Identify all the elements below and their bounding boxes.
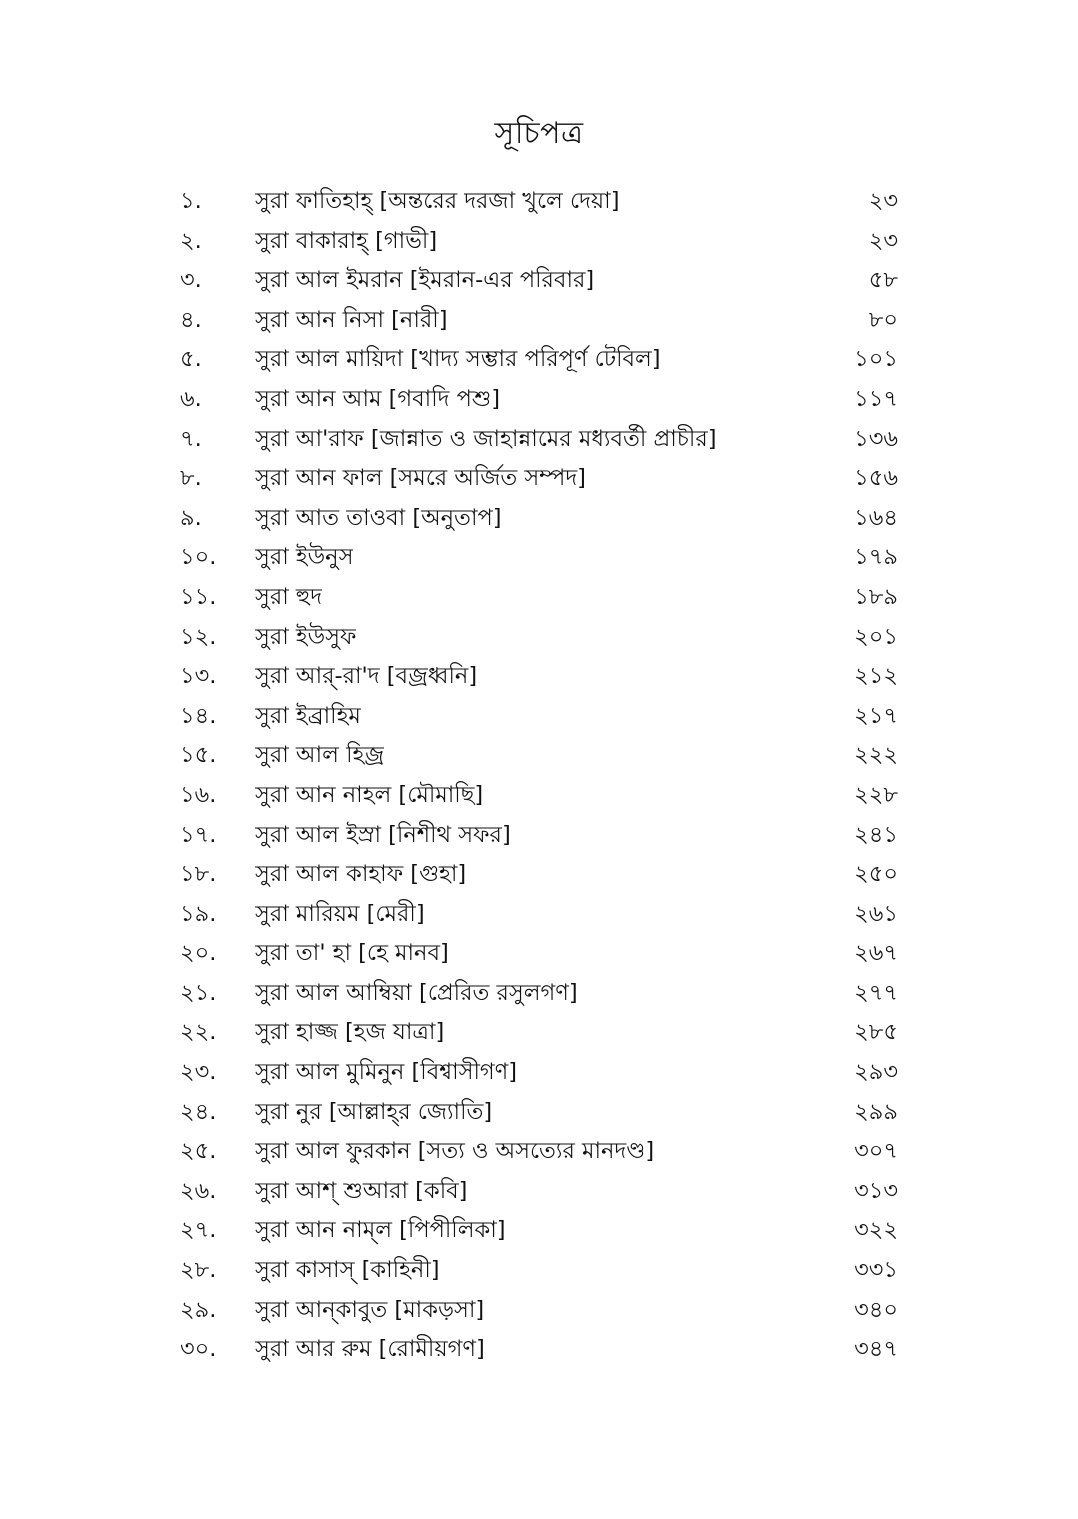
- toc-row[interactable]: [0, 1132, 1078, 1172]
- toc-page-number: ২১২: [854, 663, 898, 690]
- toc-row[interactable]: [0, 974, 1078, 1014]
- toc-entry-title: সুরা আশ্ শুআরা [কবি]: [255, 1177, 468, 1204]
- toc-entry-title: সুরা আন ফাল [সমরে অর্জিত সম্পদ]: [255, 465, 586, 492]
- toc-entry-title: সুরা তা' হা [হে মানব]: [255, 940, 449, 967]
- toc-entry-title: সুরা হুদ: [255, 583, 323, 610]
- toc-entry-title: সুরা আ'রাফ [জান্নাত ও জাহান্নামের মধ্যবর্তী প্রাচীর]: [255, 425, 717, 452]
- toc-row[interactable]: [0, 1211, 1078, 1251]
- toc-page-number: ১৮৯: [854, 583, 898, 610]
- toc-number: ২৩.: [180, 1059, 217, 1086]
- toc-page-number: ২৬১: [854, 900, 898, 927]
- toc-entry-title: সুরা আত তাওবা [অনুতাপ]: [255, 504, 502, 531]
- toc-page-number: ২২২: [854, 742, 898, 769]
- toc-page-number: ৩৪০: [854, 1296, 898, 1323]
- toc-page-number: ৮০: [868, 306, 898, 333]
- toc-number: ১.: [180, 188, 202, 214]
- toc-entry-title: সুরা বাকারাহ্ [গাভী]: [255, 227, 438, 254]
- toc-row[interactable]: [0, 1093, 1078, 1133]
- toc-page-number: ২৯৯: [854, 1098, 898, 1125]
- toc-entry-title: সুরা হাজ্জ [হজ যাত্রা]: [255, 1019, 445, 1046]
- toc-page-number: ১১৭: [854, 385, 898, 412]
- toc-row[interactable]: [0, 182, 1078, 222]
- toc-entry-title: সুরা আন নাম্‌ল [পিপীলিকা]: [255, 1217, 506, 1244]
- toc-row[interactable]: [0, 578, 1078, 618]
- toc-number: ১৪.: [180, 702, 217, 729]
- toc-number: ১৮.: [180, 861, 217, 888]
- toc-row[interactable]: [0, 301, 1078, 341]
- toc-row[interactable]: [0, 855, 1078, 895]
- toc-number: ৩০.: [180, 1336, 217, 1363]
- toc-page-number: ৩০৭: [854, 1138, 898, 1165]
- toc-row[interactable]: [0, 380, 1078, 420]
- toc-number: ২৪.: [180, 1098, 217, 1125]
- toc-entry-title: সুরা আর রুম [রোমীয়গণ]: [255, 1336, 485, 1363]
- toc-entry-title: সুরা নুর [আল্লাহ্‌র জ্যোতি]: [255, 1098, 493, 1125]
- toc-number: ১৫.: [180, 742, 217, 769]
- toc-entry-title: সুরা মারিয়ম [মেরী]: [255, 900, 425, 927]
- toc-number: ২৯.: [180, 1296, 217, 1323]
- toc-number: ২৫.: [180, 1138, 217, 1165]
- toc-number: ১২.: [180, 623, 217, 650]
- page-title: সূচিপত্র: [494, 116, 584, 151]
- toc-page-number: ২৩: [868, 227, 898, 254]
- toc-entry-title: সুরা আন নাহল [মৌমাছি]: [255, 781, 484, 808]
- toc-number: ১৯.: [180, 900, 217, 927]
- toc-page-number: ৩৩১: [854, 1257, 898, 1284]
- toc-entry-title: সুরা আল মুমিনুন [বিশ্বাসীগণ]: [255, 1059, 518, 1086]
- toc-number: ২২.: [180, 1019, 217, 1046]
- toc-row[interactable]: [0, 895, 1078, 935]
- toc-row[interactable]: [0, 934, 1078, 974]
- toc-entry-title: সুরা ইউসুফ: [255, 623, 357, 650]
- toc-number: ৭.: [180, 425, 202, 452]
- toc-row[interactable]: [0, 459, 1078, 499]
- toc-page-number: ২২৮: [854, 781, 898, 808]
- toc-number: ২৮.: [180, 1257, 217, 1284]
- toc-number: ২.: [180, 227, 202, 254]
- toc-entry-title: সুরা আন নিসা [নারী]: [255, 306, 448, 333]
- toc-number: ৪.: [180, 306, 202, 333]
- toc-row[interactable]: [0, 261, 1078, 301]
- toc-entry-title: সুরা কাসাস্ [কাহিনী]: [255, 1257, 440, 1284]
- toc-row[interactable]: [0, 1013, 1078, 1053]
- toc-page-number: ১৭৯: [854, 544, 898, 571]
- toc-entry-title: সুরা আল হিজ্র: [255, 742, 385, 769]
- toc-row[interactable]: [0, 1330, 1078, 1370]
- toc-number: ২০.: [180, 940, 217, 967]
- toc-entry-title: সুরা আন আম [গবাদি পশু]: [255, 385, 501, 412]
- toc-entry-title: সুরা আল মায়িদা [খাদ্য সম্ভার পরিপূর্ণ টেবিল]: [255, 346, 661, 373]
- toc-row[interactable]: [0, 340, 1078, 380]
- toc-number: ১৭.: [180, 821, 217, 848]
- toc-page-number: ১০১: [854, 346, 898, 373]
- toc-page-number: ১৫৬: [854, 465, 898, 492]
- toc-row[interactable]: [0, 618, 1078, 658]
- toc-page-number: ২৯৩: [854, 1059, 898, 1086]
- toc-number: ৯.: [180, 504, 202, 531]
- toc-row[interactable]: [0, 499, 1078, 539]
- toc-number: ২১.: [180, 979, 217, 1006]
- toc-entry-title: সুরা আল ফুরকান [সত্য ও অসত্যের মানদণ্ড]: [255, 1138, 655, 1165]
- toc-page-number: ৩৪৭: [854, 1336, 898, 1363]
- toc-page-number: ২৮৫: [854, 1019, 898, 1046]
- toc-page-number: ২০১: [854, 623, 898, 650]
- toc-number: ২৭.: [180, 1217, 217, 1244]
- toc-entry-title: সুরা ইব্রাহিম: [255, 702, 361, 729]
- toc-entry-title: সুরা আল আম্বিয়া [প্রেরিত রসুলগণ]: [255, 979, 578, 1006]
- toc-page-number: ৫৮: [868, 267, 898, 294]
- toc-number: ৩.: [180, 267, 202, 294]
- table-of-contents: [0, 182, 1078, 1370]
- toc-page-number: ২৭৭: [854, 979, 898, 1006]
- toc-row[interactable]: [0, 222, 1078, 262]
- toc-row[interactable]: [0, 1172, 1078, 1212]
- toc-number: ৫.: [180, 346, 202, 373]
- toc-page-number: ২৬৭: [854, 940, 898, 967]
- toc-row[interactable]: [0, 657, 1078, 697]
- toc-number: ১০.: [180, 544, 217, 571]
- toc-page-number: ১৩৬: [854, 425, 898, 452]
- toc-page-number: ৩১৩: [854, 1177, 898, 1204]
- toc-page-number: ২৪১: [854, 821, 898, 848]
- toc-number: ৮.: [180, 465, 202, 492]
- toc-row[interactable]: [0, 1291, 1078, 1331]
- toc-row[interactable]: [0, 816, 1078, 856]
- toc-page-number: ২৩: [868, 188, 898, 214]
- toc-row[interactable]: [0, 776, 1078, 816]
- toc-entry-title: সুরা আর্-রা'দ [বজ্রধ্বনি]: [255, 663, 478, 690]
- toc-entry-title: সুরা ফাতিহাহ্ [অন্তরের দরজা খুলে দেয়া]: [255, 188, 620, 214]
- toc-entry-title: সুরা আন্‌কাবুত [মাকড়সা]: [255, 1296, 485, 1323]
- toc-row[interactable]: [0, 420, 1078, 460]
- toc-number: ১১.: [180, 583, 217, 610]
- toc-row[interactable]: [0, 1251, 1078, 1291]
- toc-entry-title: সুরা আল ইস্রা [নিশীথ সফর]: [255, 821, 511, 848]
- toc-number: ১৩.: [180, 663, 217, 690]
- toc-page-number: ২৫০: [854, 861, 898, 888]
- toc-entry-title: সুরা ইউনুস: [255, 544, 354, 571]
- toc-entry-title: সুরা আল ইমরান [ইমরান-এর পরিবার]: [255, 267, 595, 294]
- toc-page-number: ২১৭: [854, 702, 898, 729]
- toc-row[interactable]: [0, 697, 1078, 737]
- toc-page-number: ৩২২: [854, 1217, 898, 1244]
- toc-row[interactable]: [0, 736, 1078, 776]
- toc-number: ২৬.: [180, 1177, 217, 1204]
- toc-number: ৬.: [180, 385, 202, 412]
- toc-row[interactable]: [0, 538, 1078, 578]
- toc-row[interactable]: [0, 1053, 1078, 1093]
- toc-number: ১৬.: [180, 781, 217, 808]
- toc-entry-title: সুরা আল কাহাফ [গুহা]: [255, 861, 467, 888]
- toc-page-number: ১৬৪: [854, 504, 898, 531]
